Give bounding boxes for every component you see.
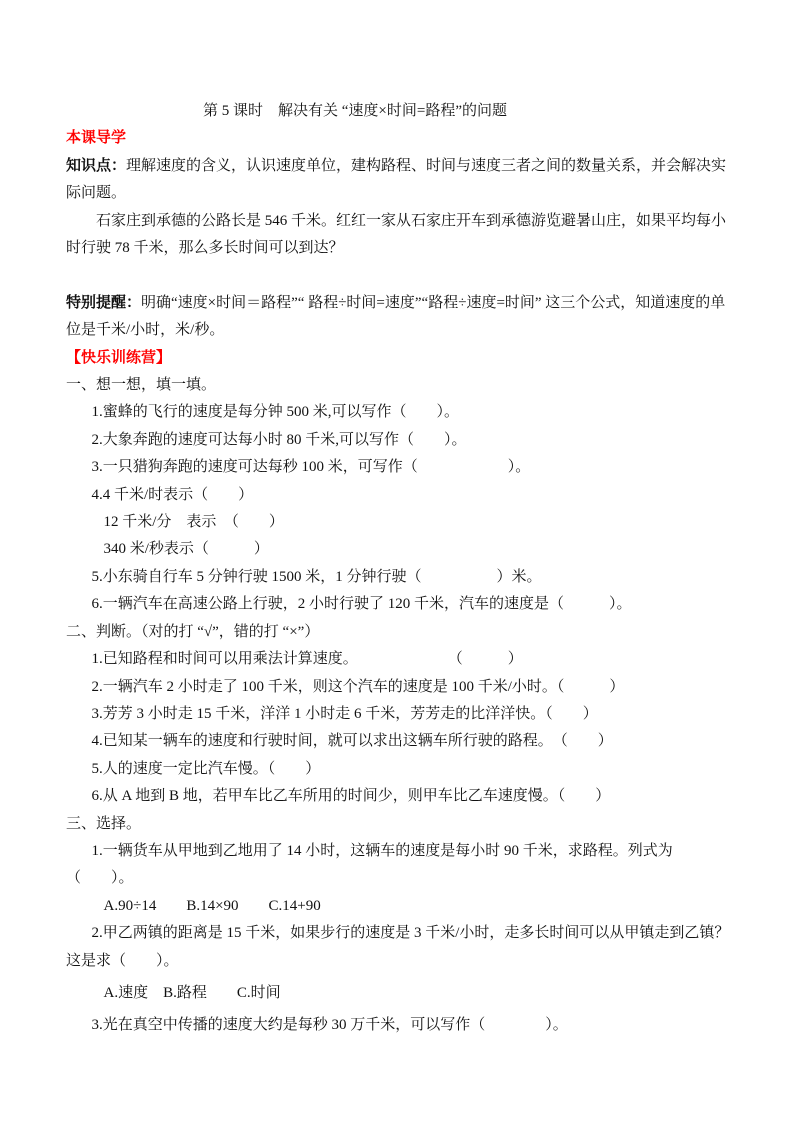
question-item [66,564,740,591]
paragraph-text: 本课导学 [66,130,127,147]
paragraph-text: 5.小东骑自行车 5 分钟行驶 1500 米，1 分钟行驶（ ）米。 [91,568,542,585]
answer-options [66,980,740,1007]
question-item [66,783,740,810]
paragraph-text: 2.大象奔跑的速度可达每小时 80 千米,可以写作（ ）。 [91,431,467,448]
answer-options [66,893,740,920]
paragraph-text: 明确“速度×时间＝路程”“ 路程÷时间=速度”“路程÷速度=时间” 这三个公式，知道速度的单位是千米/小时，米/秒。 [66,294,726,339]
paragraph-text: 理解速度的含义，认识速度单位，建构路程、时间与速度三者之间的数量关系，并会解决实际问题。 [66,157,727,202]
paragraph-lead-label: 特别提醒： [66,294,142,311]
paragraph-text: 三、选择。 [66,815,142,832]
paragraph-text: 一、想一想，填一填。 [66,377,217,394]
paragraph-text: 6.从 A 地到 B 地，若甲车比乙车所用的时间少，则甲车比乙车速度慢。（ ） [91,788,611,805]
paragraph-text: 1.一辆货车从甲地到乙地用了 14 小时，这辆车的速度是每小时 90 千米，求路程。列式为（ ）。 [66,842,673,887]
spacer [66,262,740,289]
question-group-header [66,811,740,838]
question-item [66,591,740,618]
paragraph-text: 1.蜜蜂的飞行的速度是每分钟 500 米,可以写作（ ）。 [91,404,460,421]
question-item [66,920,740,975]
paragraph-text: A.速度 B.路程 C.时间 [103,984,281,1001]
paragraph-text: A.90÷14 B.14×90 C.14+90 [103,897,321,914]
paragraph-text: 5.人的速度一定比汽车慢。（ ） [91,760,321,777]
question-item [66,454,740,481]
page-title: 第 5 课时 解决有关 “速度×时间=路程”的问题 [203,103,507,119]
paragraph-text: 2.甲乙两镇的距离是 15 千米，如果步行的速度是 3 千米/小时，走多长时间可以从甲镇走到乙镇？这是求（ ）。 [66,925,730,969]
paragraph-text: 6.一辆汽车在高速公路上行驶，2 小时行驶了 120 千米，汽车的速度是（ ）。 [91,596,632,613]
question-item [66,646,740,673]
paragraph-text: 4.已知某一辆车的速度和行驶时间，就可以求出这辆车所行驶的路程。 （ ） [91,733,613,750]
question-item [66,838,740,893]
paragraph-text: 3.一只猎狗奔跑的速度可达每秒 100 米，可写作（ ）。 [91,459,531,476]
document-body [66,125,740,1039]
question-item [66,756,740,783]
body-paragraph [66,208,740,263]
paragraph-text: 3.芳芳 3 小时走 15 千米，洋洋 1 小时走 6 千米，芳芳走的比洋洋快。（ ） [91,705,598,722]
paragraph-text: 1.已知路程和时间可以用乘法计算速度。 （ ） [91,651,523,668]
question-item [66,728,740,755]
section-heading [66,345,740,372]
note-paragraph [66,290,740,345]
question-group-header [66,619,740,646]
question-item [66,674,740,701]
question-item [66,482,740,509]
paragraph-text: 4.4 千米/时表示（ ） [91,486,254,503]
paragraph-lead-label: 知识点： [66,157,127,174]
question-item [66,701,740,728]
question-subitem [66,536,740,563]
paragraph-text: 石家庄到承德的公路长是 546 千米。红红一家从石家庄开车到承德游览避暑山庄，如果平均每小时行驶 78 千米，那么多长时间可以到达？ [66,212,727,257]
question-subitem [66,509,740,536]
question-item [66,399,740,426]
paragraph-text: 二、判断。（对的打 “√”，错的打 “×”） [66,623,320,640]
section-heading [66,125,740,152]
paragraph-text: 340 米/秒表示（ ） [103,541,269,558]
paragraph-text: 【快乐训练营】 [66,349,172,366]
question-group-header [66,372,740,399]
paragraph-text: 3.光在真空中传播的速度大约是每秒 30 万千米，可以写作（ ）。 [91,1017,568,1034]
paragraph-text: 2.一辆汽车 2 小时走了 100 千米，则这个汽车的速度是 100 千米/小时。（ ） [91,678,625,695]
question-item [66,1012,740,1039]
note-paragraph [66,153,740,208]
question-item [66,427,740,454]
paragraph-text: 12 千米/分 表示 （ ） [103,514,284,531]
